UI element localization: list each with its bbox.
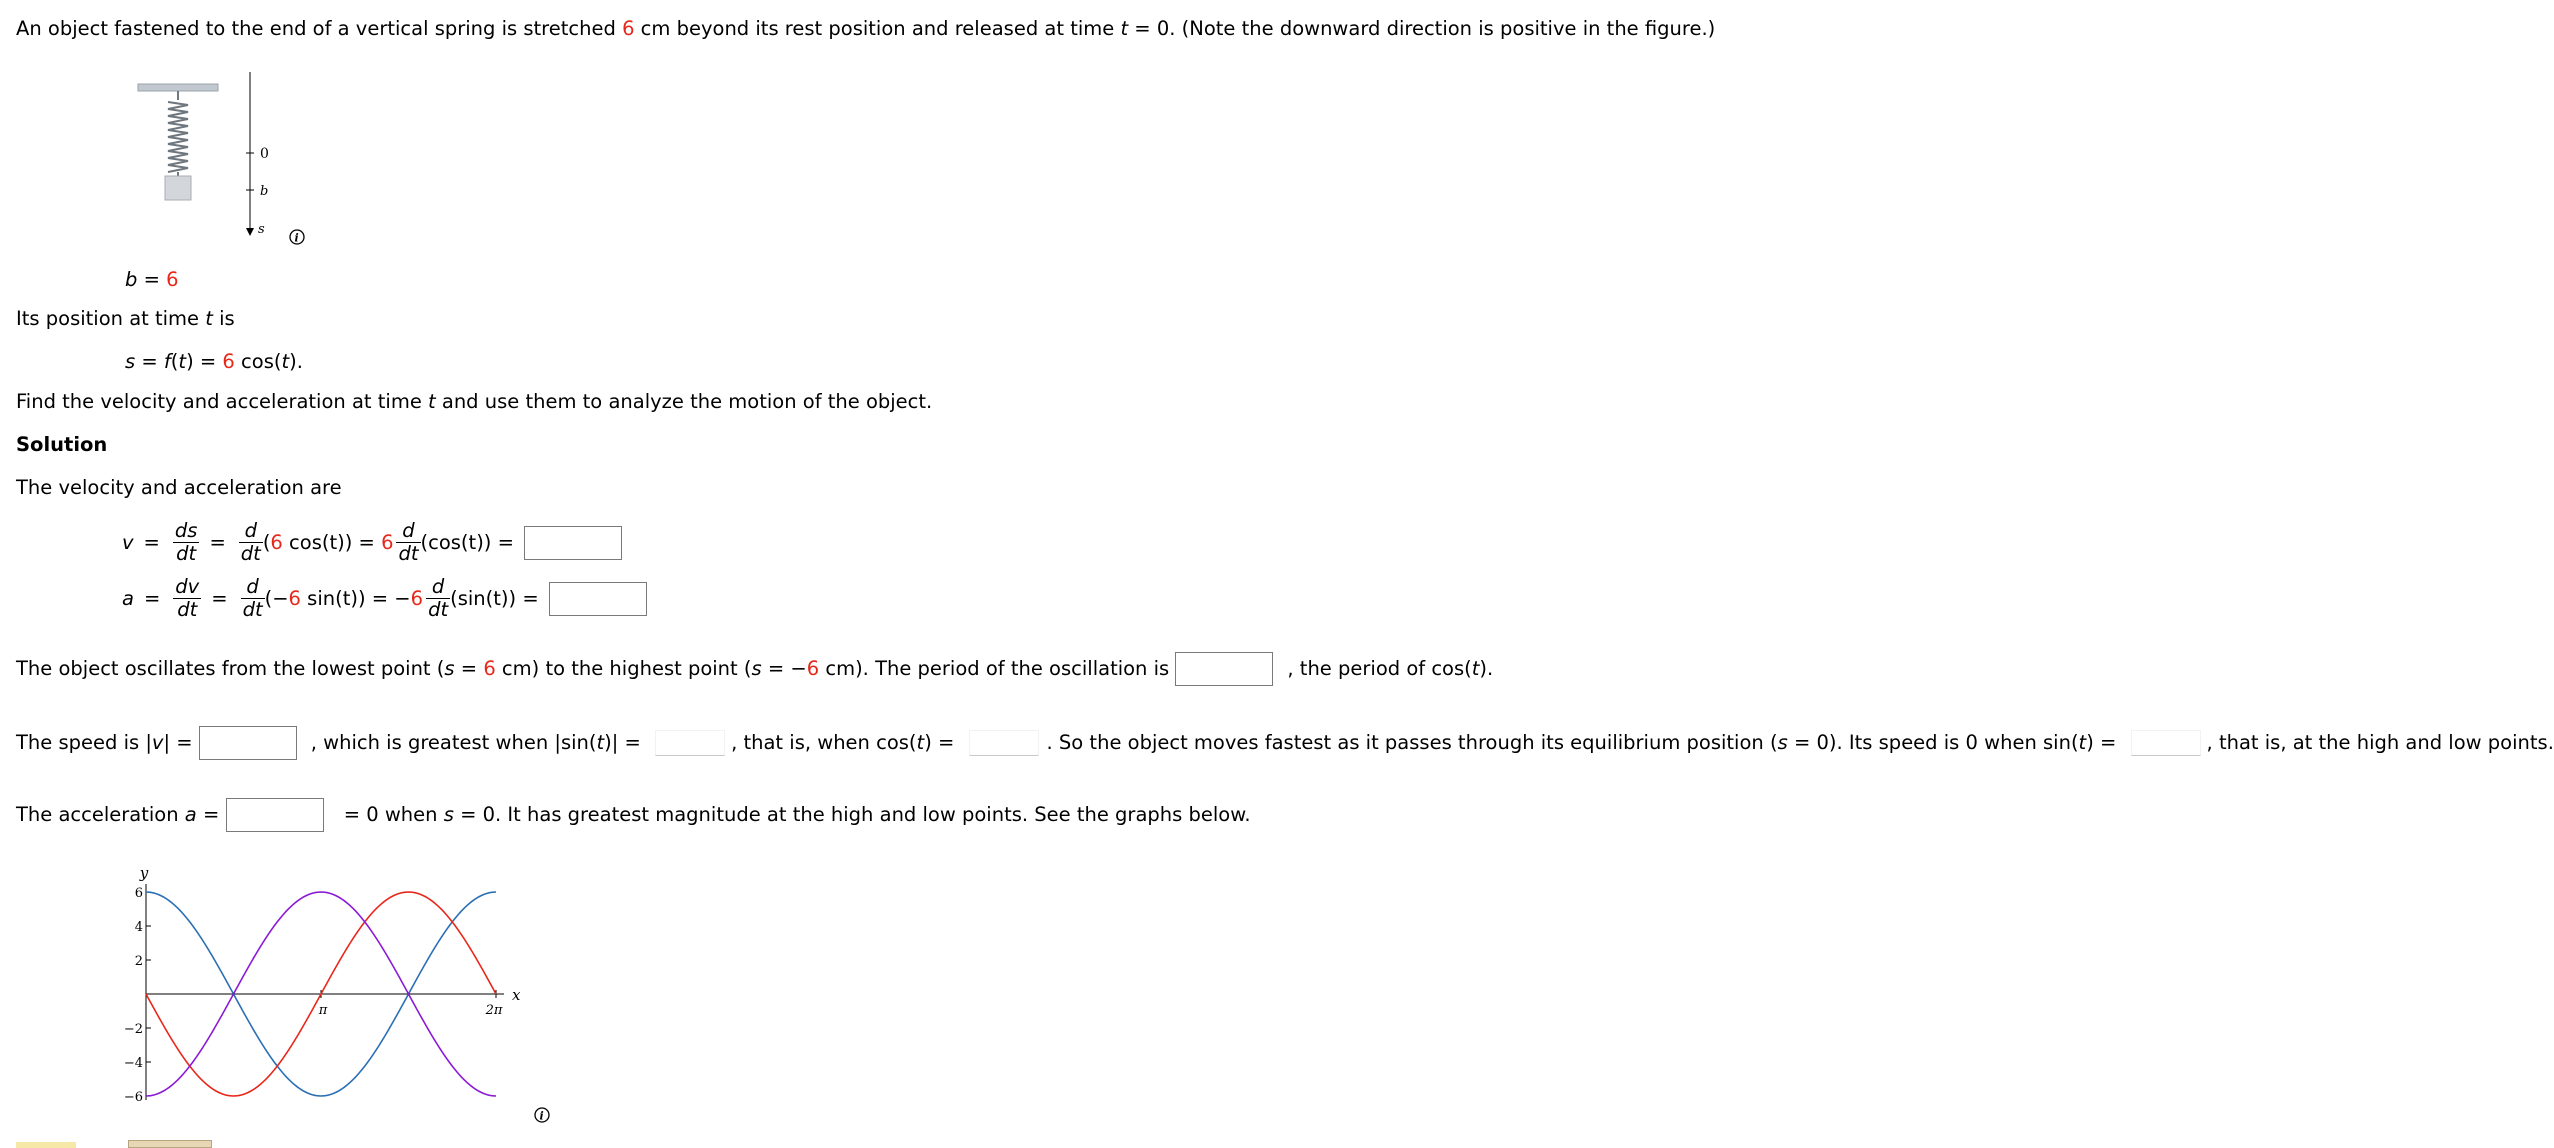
d-dt-fraction xyxy=(241,576,265,621)
velocity-equation xyxy=(122,520,622,565)
s-variable: s xyxy=(751,657,762,680)
t-variable: t xyxy=(2078,731,2087,754)
paren: ( xyxy=(262,531,271,554)
svg-text:i: i xyxy=(539,1109,544,1123)
accel-part: = 0 when xyxy=(337,803,444,826)
equals: = xyxy=(137,268,167,291)
speed-part: = 0). Its speed is 0 when sin( xyxy=(1787,731,2079,754)
f-variable: f xyxy=(163,350,171,373)
cos-answer-input[interactable] xyxy=(969,730,1039,756)
formula-close: ). xyxy=(289,350,303,373)
sin-max-answer-input[interactable] xyxy=(655,730,725,756)
osc-text: cm). The period of the oscillation is xyxy=(819,657,1176,680)
osc-text: , the period of cos( xyxy=(1287,657,1472,680)
y-tick-label: 6 xyxy=(134,886,143,901)
position-text: Its position at time xyxy=(16,307,206,330)
y-tick-label: −4 xyxy=(123,1056,143,1071)
frac-num: d xyxy=(241,576,265,599)
frac-den: dt xyxy=(240,542,261,565)
d-dt-fraction xyxy=(239,520,263,565)
axis-zero-label: 0 xyxy=(260,146,269,162)
t-variable: t xyxy=(1471,657,1480,680)
speed-part: The speed is | xyxy=(16,731,152,754)
stretch-value: 6 xyxy=(622,17,635,40)
s-variable: s xyxy=(125,350,136,373)
accel-tail: (sin(t)) = xyxy=(450,587,539,610)
speed-part: , that is, at the high and low points. xyxy=(2206,731,2554,754)
x-tick-label: 2π xyxy=(485,1003,503,1018)
y-tick-label: −2 xyxy=(123,1022,143,1037)
speed-part: ) = xyxy=(2086,731,2123,754)
motion-graph xyxy=(100,860,580,1140)
spring-weight xyxy=(165,176,191,200)
formula-coefficient: 6 xyxy=(222,350,235,373)
accel-coefficient: 6 xyxy=(410,587,424,610)
find-text: Find the velocity and acceleration at time xyxy=(16,390,429,413)
speed-text xyxy=(16,726,2554,760)
a-variable: a xyxy=(122,587,134,610)
velocity-answer-input[interactable] xyxy=(524,526,622,560)
d-dt-fraction xyxy=(396,520,420,565)
ceiling-bar xyxy=(138,84,218,91)
spring-coil xyxy=(168,91,188,176)
equals: = xyxy=(211,587,228,610)
position-text: is xyxy=(212,307,235,330)
submit-button-partial[interactable] xyxy=(128,1140,212,1148)
b-value-line xyxy=(125,268,179,292)
equals: = xyxy=(209,531,226,554)
frac-den: dt xyxy=(177,598,198,621)
info-circle-icon[interactable] xyxy=(290,230,304,245)
intro-part: cm beyond its rest position and released at time xyxy=(634,17,1121,40)
position-formula: s = f(t) = 6 cos(t). xyxy=(125,350,303,373)
osc-text: = xyxy=(454,657,484,680)
acceleration-expression-input[interactable] xyxy=(226,798,324,832)
t-variable: t xyxy=(428,390,436,413)
x-axis-label: x xyxy=(512,986,521,1004)
dv-dt-fraction xyxy=(173,576,201,621)
d-dt-fraction xyxy=(426,576,450,621)
find-instruction xyxy=(16,390,932,414)
high-point-value: 6 xyxy=(806,657,820,680)
velocity-coefficient: 6 xyxy=(270,531,283,554)
spring-figure xyxy=(130,70,330,250)
speed-part: | = xyxy=(163,731,199,754)
velocity-coefficient: 6 xyxy=(381,531,394,554)
accel-coefficient: 6 xyxy=(288,587,301,610)
equals: = xyxy=(135,350,164,373)
accel-part: = xyxy=(196,803,226,826)
axis-arrow xyxy=(246,228,254,236)
accel-inner: sin(t)) = − xyxy=(300,587,411,610)
a-variable: a xyxy=(184,803,197,826)
equals: = xyxy=(143,587,161,610)
osc-text: ). xyxy=(1479,657,1494,680)
axis-s-label: s xyxy=(258,222,265,237)
t-variable: t xyxy=(916,731,925,754)
t-variable: t xyxy=(281,350,290,373)
accel-part: The acceleration xyxy=(16,803,185,826)
t-variable: t xyxy=(596,731,605,754)
osc-text: = − xyxy=(761,657,807,680)
position-intro xyxy=(16,307,235,331)
b-value: 6 xyxy=(166,268,179,291)
svg-text:i: i xyxy=(294,231,299,245)
find-text: and use them to analyze the motion of the object. xyxy=(435,390,933,413)
equals: = xyxy=(143,531,160,554)
t-variable: t xyxy=(178,350,187,373)
s-variable: s xyxy=(443,803,454,826)
s-variable: s xyxy=(444,657,455,680)
velocity-inner: cos(t)) = xyxy=(282,531,382,554)
s-variable: s xyxy=(1777,731,1788,754)
intro-part: An object fastened to the end of a vertical spring is stretched xyxy=(16,17,623,40)
acceleration-equation xyxy=(122,576,647,621)
v-variable: v xyxy=(122,531,134,554)
t-variable: t xyxy=(205,307,213,330)
sin-zero-answer-input[interactable] xyxy=(2131,730,2201,756)
y-axis-label: y xyxy=(139,864,149,882)
t-variable: t xyxy=(1120,17,1129,40)
hint-link-partial[interactable] xyxy=(16,1142,76,1148)
speed-part: , that is, when cos( xyxy=(731,731,917,754)
paren: (− xyxy=(264,587,289,610)
frac-num: d xyxy=(239,520,263,543)
cos-text: cos( xyxy=(234,350,282,373)
speed-part: . So the object moves fastest as it passes through its equilibrium position ( xyxy=(1046,731,1778,754)
period-answer-input[interactable] xyxy=(1175,652,1273,686)
va-intro: The velocity and acceleration are xyxy=(16,476,342,499)
solution-heading: Solution xyxy=(16,433,108,456)
osc-text: The object oscillates from the lowest point ( xyxy=(16,657,445,680)
y-tick-label: −6 xyxy=(123,1090,143,1105)
frac-num: d xyxy=(426,576,450,599)
intro-text xyxy=(16,17,1715,41)
frac-den: dt xyxy=(398,542,419,565)
frac-den: dt xyxy=(242,598,263,621)
v-variable: v xyxy=(151,731,164,754)
frac-den: dt xyxy=(176,542,197,565)
b-variable: b xyxy=(125,268,138,291)
speed-answer-input[interactable] xyxy=(199,726,297,760)
axis-b-label: b xyxy=(260,184,269,199)
frac-num: dv xyxy=(175,575,200,598)
low-point-value: 6 xyxy=(483,657,496,680)
info-circle-icon[interactable] xyxy=(535,1108,549,1123)
x-tick-label: π xyxy=(318,1003,328,1018)
y-tick-label: 4 xyxy=(134,920,143,935)
ds-dt-fraction xyxy=(173,520,200,565)
y-tick-label: 2 xyxy=(134,954,143,969)
velocity-tail: (cos(t)) = xyxy=(420,531,514,554)
osc-text: cm) to the highest point ( xyxy=(495,657,752,680)
speed-part: , which is greatest when |sin( xyxy=(310,731,597,754)
acceleration-text xyxy=(16,798,1251,832)
oscillation-text xyxy=(16,652,1493,686)
frac-num: d xyxy=(396,520,420,543)
equals: = xyxy=(193,350,223,373)
acceleration-answer-input[interactable] xyxy=(549,582,647,616)
graph-labels xyxy=(124,864,521,1105)
frac-den: dt xyxy=(428,598,449,621)
speed-part: ) = xyxy=(924,731,961,754)
frac-num: ds xyxy=(174,519,198,542)
graph-axes xyxy=(146,884,504,1100)
speed-part: )| = xyxy=(604,731,648,754)
accel-part: = 0. It has greatest magnitude at the high and low points. See the graphs below. xyxy=(453,803,1251,826)
intro-part: = 0. (Note the downward direction is positive in the figure.) xyxy=(1128,17,1716,40)
